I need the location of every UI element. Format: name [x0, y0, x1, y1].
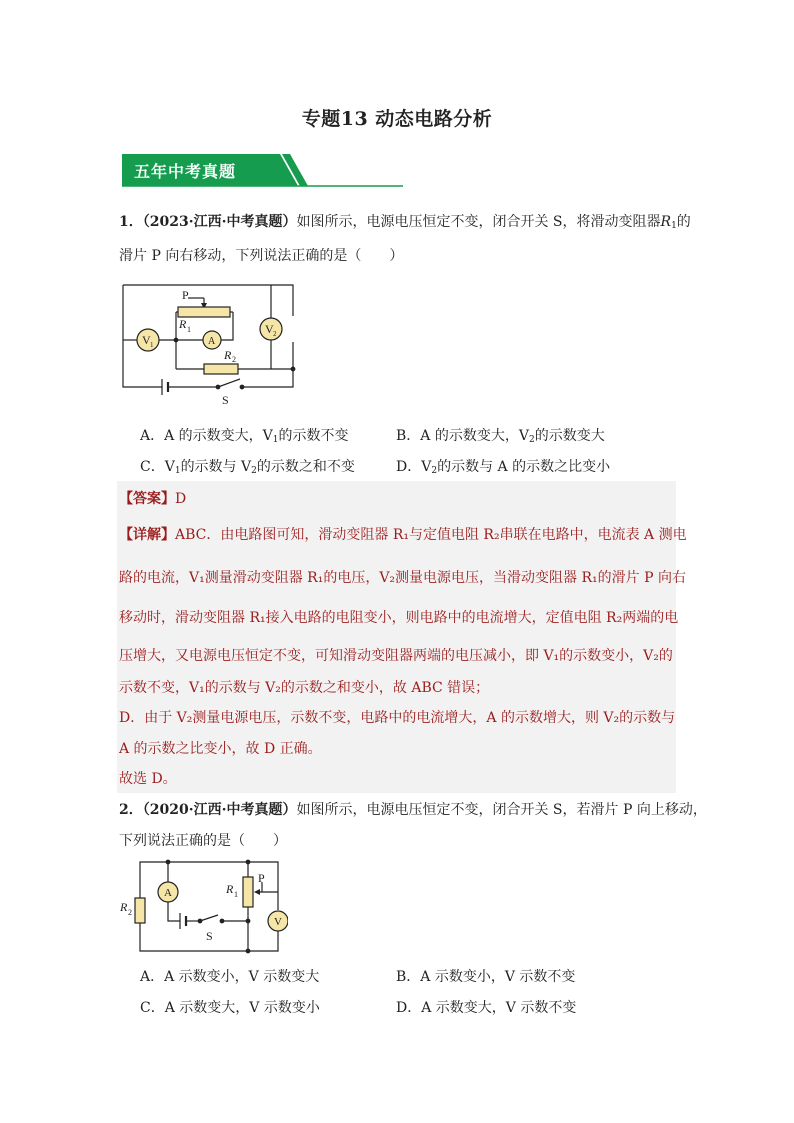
- q1-fig-label-a: A: [208, 336, 216, 347]
- q1-option-b-sub: 2: [528, 435, 535, 445]
- q2-option-b[interactable]: B．A 示数变小，V 示数不变: [396, 969, 576, 985]
- q2-fig-label-r2: R: [120, 900, 128, 914]
- q2-stem-line2: 下列说法正确的是（ ）: [119, 833, 287, 849]
- q1-option-d-text: D．V: [396, 459, 432, 475]
- q1-detail-line-5: D．由于 V₂测量电源电压，示数不变，电路中的电流增大，A 的示数增大，则 V₂的示数与: [119, 710, 676, 726]
- q1-detail-label: 【详解】: [119, 527, 175, 543]
- q1-answer-line: [119, 488, 186, 508]
- q1-fig-label-r2: R: [224, 348, 232, 362]
- q1-option-a-text2: 的示数不变: [278, 428, 349, 444]
- q2-fig-label-r1: R: [226, 882, 234, 896]
- q2-r2-resistor: [135, 898, 145, 923]
- q2-fig-label-v: V: [274, 916, 282, 928]
- q2-slider-arrow-icon: [254, 889, 260, 895]
- q1-r2-resistor: [204, 364, 238, 374]
- q1-stem-b: 的: [676, 214, 691, 230]
- q1-option-d-text2: 的示数与 A 的示数之比变小: [437, 459, 611, 475]
- q1-answer-value: D: [175, 491, 187, 507]
- q1-detail-text-0: ABC．由电路图可知，滑动变阻器 R₁与定值电阻 R₂串联在电路中，电流表 A 测电: [175, 527, 687, 543]
- q1-option-b[interactable]: [396, 425, 605, 445]
- q1-detail-line-0: [119, 524, 687, 544]
- q1-option-c-text3: 的示数之和不变: [256, 459, 355, 475]
- q2-fig-label-r1-sub: 1: [234, 890, 238, 899]
- q1-option-a-text: A．A 的示数变大，V: [140, 428, 273, 444]
- q2-fig-label-s: S: [206, 929, 213, 943]
- q1-fig-label-v1: V: [142, 333, 151, 347]
- q1-stem-sub: 1: [671, 221, 677, 231]
- q1-number: 1．: [119, 214, 143, 230]
- q1-detail-line-2: 移动时，滑动变阻器 R₁接入电路的电阻变小，则电路中的电流增大，定值电阻 R₂两端的电: [119, 610, 679, 626]
- q1-stem-var: R: [660, 214, 672, 230]
- q1-stem-line1: [119, 212, 691, 236]
- q1-fig-label-s: S: [222, 393, 229, 407]
- q2-fig-label-a: A: [164, 887, 172, 899]
- q2-r1-resistor: [243, 877, 253, 907]
- q1-answer-label: 【答案】: [119, 491, 175, 507]
- q1-fig-label-v2-sub: 2: [273, 330, 277, 338]
- q2-fig-label-p: P: [258, 871, 265, 885]
- banner-label: 五年中考真题: [134, 162, 237, 181]
- q1-r1-resistor: [178, 307, 230, 317]
- q2-stem-line1: [119, 800, 707, 820]
- q1-option-d-sub: 2: [431, 466, 438, 476]
- q1-option-d[interactable]: [396, 456, 610, 476]
- q1-detail-line-3: 压增大，又电源电压恒定不变，可知滑动变阻器两端的电压减小，即 V₁的示数变小，V₂的: [119, 648, 673, 664]
- q1-option-b-text: B．A 的示数变大，V: [396, 428, 529, 444]
- q1-circuit-diagram: [118, 282, 298, 407]
- q1-option-c-sub2: 2: [251, 466, 257, 476]
- q1-option-b-text2: 的示数变大: [534, 428, 605, 444]
- q1-option-c[interactable]: [140, 456, 355, 476]
- q1-fig-label-v1-sub: 1: [150, 341, 154, 349]
- q1-option-c-text2: 的示数与 V: [180, 459, 252, 475]
- q2-circuit-diagram: [118, 858, 288, 958]
- q1-detail-line-4: 示数不变，V₁的示数与 V₂的示数之和变小，故 ABC 错误；: [119, 680, 490, 696]
- section-banner: [120, 152, 405, 188]
- q1-fig-label-p: P: [182, 288, 189, 302]
- q2-stem: 如图所示，电源电压恒定不变，闭合开关 S，若滑片 P 向上移动，: [296, 802, 707, 818]
- q1-stem-a: 如图所示，电源电压恒定不变，闭合开关 S，将滑动变阻器: [296, 214, 661, 230]
- q1-option-a-sub: 1: [272, 435, 279, 445]
- page-title: 专题13 动态电路分析: [301, 108, 493, 130]
- q1-fig-label-r2-sub: 2: [232, 355, 236, 364]
- q1-option-a[interactable]: [140, 425, 349, 445]
- q1-detail-line-6: A 的示数之比变小，故 D 正确。: [119, 741, 322, 757]
- q1-detail-line-7: 故选 D。: [119, 771, 177, 787]
- q1-fig-label-r1: R: [179, 317, 187, 331]
- q2-option-c[interactable]: C．A 示数变大，V 示数变小: [140, 1000, 320, 1016]
- q1-fig-label-r1-sub: 1: [187, 325, 191, 334]
- q1-source: （2023·江西·中考真题）: [142, 214, 297, 230]
- q2-option-a[interactable]: A．A 示数变小，V 示数变大: [140, 969, 320, 985]
- q1-fig-label-v2: V: [265, 322, 274, 336]
- q2-fig-label-r2-sub: 2: [128, 908, 132, 917]
- q1-stem-line2: 滑片 P 向右移动，下列说法正确的是（ ）: [119, 248, 404, 264]
- q2-option-d[interactable]: D．A 示数变大，V 示数不变: [396, 1000, 577, 1016]
- q2-source: （2020·江西·中考真题）: [142, 802, 297, 818]
- q1-detail-line-1: 路的电流，V₁测量滑动变阻器 R₁的电压，V₂测量电源电压，当滑动变阻器 R₁的滑片 P 向右: [119, 570, 686, 586]
- q2-number: 2．: [119, 802, 143, 818]
- q1-option-c-sub: 1: [174, 466, 181, 476]
- q1-option-c-text: C．V: [140, 459, 175, 475]
